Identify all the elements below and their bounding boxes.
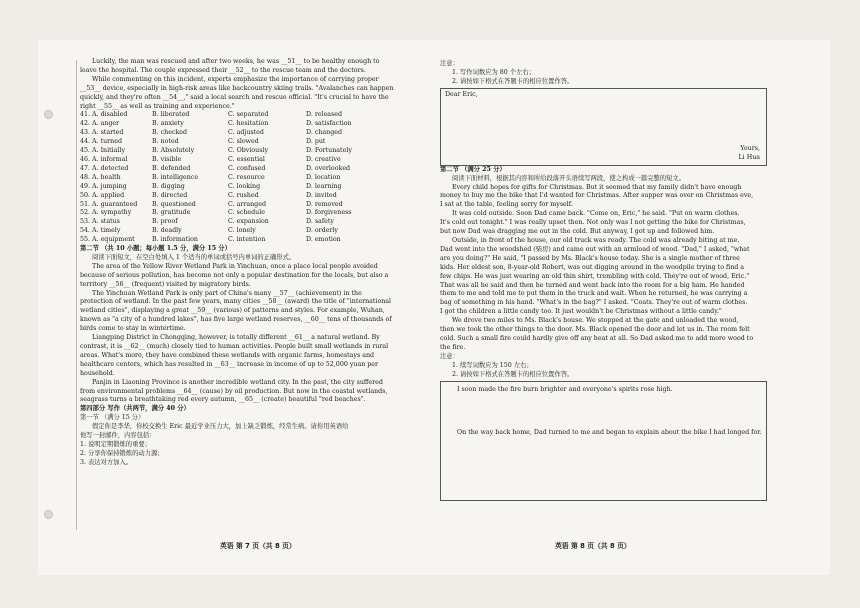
text-line: few chips. He was just wearing an old thin shirt, trembling with cold. They're out of wood, Eric."	[440, 272, 750, 280]
text-line: quickly, and they're often __54__," said a local search and rescue official. "It's crucial to have the	[80, 93, 389, 101]
letter-greeting: Dear Eric,	[445, 90, 478, 98]
option-choice: 42. A. anger	[80, 120, 120, 128]
text-line: areas. What's more, they have combined these wetlands with organic farms, homestays and	[80, 351, 375, 359]
page-7-footer: 英语 第 7 页（共 8 页）	[220, 542, 296, 550]
option-choice: B. visible	[152, 155, 182, 163]
option-choice: C. separated	[228, 111, 269, 119]
section-2-title: 第二节 （共 10 小题；每小题 1.5 分，满分 15 分）	[80, 245, 231, 253]
text-line: them to me and told me to put them in the truck and wait. When he returned, he was carrying a	[440, 290, 748, 298]
text-line: That was all he said and then he turned and went back into the room for a big ham. He handed	[440, 281, 745, 289]
text-line: known as "a city of a hundred lakes", has five large wetland reserves, __60__ tens of thousands of	[80, 316, 392, 324]
text-line: bag of something in his hand. "What's in the bag?" I asked. "Coats. They're out of warm clothes.	[440, 299, 748, 307]
text-line: It's cold out tonight." I was really upset then. Not only was I not getting the bike for Christmas,	[440, 219, 746, 227]
option-choice: B. liberated	[152, 111, 190, 119]
text-line: We drove two miles to Ms. Black's house. We stopped at the gate and unloaded the wood,	[452, 317, 739, 325]
text-line: Dad went into the woodshed (柴房) and came out with an armload of wood. "Dad," I asked, "what	[440, 245, 750, 253]
option-row	[80, 156, 436, 165]
option-choice: C. rushed	[228, 191, 259, 199]
option-choice: C. hesitation	[228, 120, 269, 128]
option-row	[80, 111, 436, 120]
option-choice: 54. A. timely	[80, 227, 121, 235]
option-row	[80, 218, 436, 227]
cloze-options	[80, 111, 436, 245]
fold-line-left	[76, 60, 77, 530]
option-choice: 41. A. disabled	[80, 111, 128, 119]
text-line: are you doing?" He said, "I passed by Ms. Black's house today. She is a single mother of three	[440, 254, 740, 262]
text-line: from environmental problems __64__ (cause) by oil production. But now in the coastal wetlands,	[80, 387, 388, 395]
option-choice: C. essential	[228, 155, 265, 163]
option-row	[80, 165, 436, 174]
option-choice: C. intention	[228, 236, 266, 244]
text-line: While commenting on this incident, experts emphasize the importance of carrying proper	[92, 75, 379, 83]
text-line: protection of wetland. In the past few years, many cities __58__ (award) the title of "international	[80, 298, 392, 306]
binding-hole-top	[44, 110, 53, 119]
option-choice: 50. A. applied	[80, 191, 125, 199]
option-choice: B. intelligence	[152, 173, 199, 181]
text-line: contrast, it is __62__ (much) closely tied to human activities. People built small wetlands in rural	[80, 343, 389, 350]
text-line: Panjin in Liaoning Province is another incredible wetland city. In the past, the city suffered	[92, 378, 383, 386]
option-row	[80, 174, 436, 183]
note-line: 2. 请按如下格式在答题卡的相应位置作答。	[452, 370, 574, 378]
text-line: Liangping District in Chongqing, however, is totally different __61__ a natural wetland. By	[92, 334, 380, 342]
task-line: 假定你是李华，你校交换生 Eric 最近学业压力大，加上缺乏锻炼，经常生病。请你用英语给	[92, 423, 349, 431]
text-line: birds come to stay in wintertime.	[80, 325, 186, 333]
notes-title: 注意：	[440, 352, 459, 360]
part-4-title: 第四部分 写作（共两节，满分 40 分）	[80, 405, 190, 413]
option-choice: C. looking	[228, 182, 261, 190]
text-line: kids. Her eldest son, 8-year-old Robert, was out digging around in the woodpile trying to find a	[440, 263, 745, 271]
option-choice: C. confused	[228, 164, 266, 172]
option-choice: 47. A. detected	[80, 164, 129, 172]
part-4-section-1: 第一节 （满分 15 分）	[80, 414, 145, 422]
option-choice: D. learning	[306, 182, 342, 190]
note-line: 1. 写作词数应为 80 个左右；	[452, 68, 535, 76]
option-choice: 44. A. turned	[80, 138, 122, 146]
option-choice: D. satisfaction	[306, 120, 352, 128]
option-choice: 53. A. status	[80, 218, 120, 226]
task-line: 1. 说明定期锻炼的重要；	[80, 440, 151, 448]
option-row	[80, 227, 436, 236]
option-choice: D. emotion	[306, 236, 341, 244]
option-choice: D. safety	[306, 218, 334, 226]
letter-answer-box[interactable]	[440, 88, 767, 166]
page-7	[80, 58, 436, 468]
option-choice: 49. A. jumping	[80, 182, 127, 190]
option-choice: B. questioned	[152, 200, 196, 208]
option-choice: C. slowed	[228, 138, 259, 146]
option-row	[80, 236, 436, 245]
text-line: Every child hopes for gifts for Christmas. But it seemed that my family didn't have enough	[452, 183, 742, 191]
option-choice: 55. A. equipment	[80, 236, 135, 244]
text-line: healthcare centers, which has resulted in __63__ increase in income of up to 52,000 yuan per	[80, 360, 379, 368]
text-line: but now Dad was dragging me out in the cold. But anyway, I got up and followed him.	[440, 228, 715, 236]
option-choice: B. gratitude	[152, 209, 191, 217]
option-choice: B. checked	[152, 129, 188, 137]
writing-task	[80, 423, 436, 468]
option-choice: B. proof	[152, 218, 178, 226]
page-8-footer: 英语 第 8 页（共 8 页）	[555, 542, 631, 550]
option-choice: C. expansion	[228, 218, 269, 226]
text-line: I sat at the table, feeling sorry for myself.	[440, 201, 573, 209]
paragraph-1-opening: I soon made the fire burn brighter and everyone's spirits rose high.	[457, 386, 673, 394]
continuation-section-title: 第二节 （满分 25 分）	[440, 165, 506, 173]
text-line: Outside, in front of the house, our old truck was ready. The cold was already biting at me.	[452, 236, 740, 244]
text-line: right __55__ as well as training and experience."	[80, 102, 235, 110]
option-choice: D. Fortunately	[306, 147, 352, 155]
option-choice: D. location	[306, 173, 341, 181]
text-line: I got the children a little candy too. It just wouldn't be Christmas without a little candy."	[440, 308, 722, 316]
option-row	[80, 192, 436, 201]
page-8	[440, 60, 767, 501]
option-row	[80, 183, 436, 192]
text-line: It was cold outside. Soon Dad came back. "Come on, Eric," he said. "Put on warm clothes.	[452, 210, 740, 218]
option-choice: D. orderly	[306, 227, 338, 235]
option-choice: B. anxiety	[152, 120, 184, 128]
option-choice: 48. A. health	[80, 173, 121, 181]
text-line: because of serious pollution, has become not only a popular destination for the locals, but also a	[80, 271, 389, 279]
option-choice: C. schedule	[228, 209, 265, 217]
option-row	[80, 138, 436, 147]
notes-title: 注意：	[440, 60, 459, 67]
option-choice: C. lonely	[228, 227, 256, 235]
option-choice: B. digging	[152, 182, 185, 190]
task-line: 他写一封邮件，内容包括：	[80, 432, 156, 440]
option-choice: C. adjusted	[228, 129, 264, 137]
option-choice: B. Absolutely	[152, 147, 195, 155]
cloze-ending	[80, 58, 436, 111]
option-choice: C. Obviously	[228, 147, 269, 155]
section-2-instructions: 阅读下面短文，在空白处填入 1 个适当的单词或括号内单词的正确形式。	[92, 253, 296, 261]
option-choice: 45. A. Initially	[80, 147, 126, 155]
option-choice: B. defended	[152, 164, 191, 172]
grammar-passage	[80, 263, 436, 406]
text-line: cold. Such a small fire could hardly give off any heat at all. So Dad asked me to add more wood to	[440, 334, 754, 342]
option-choice: C. resource	[228, 173, 265, 181]
text-line: household.	[80, 369, 115, 377]
option-choice: B. information	[152, 236, 198, 244]
text-line: leave the hospital. The couple expressed their __52__ to the rescue team and the doctors.	[80, 66, 366, 74]
option-choice: D. overlooked	[306, 164, 351, 172]
text-line: seagrass turns a breathtaking red every autumn, __65__ (create) beautiful "red beaches".	[80, 396, 366, 404]
note-line: 2. 请按如下格式在答题卡的相应位置作答。	[452, 77, 574, 85]
option-choice: D. invited	[306, 191, 337, 199]
option-row	[80, 129, 436, 138]
option-choice: D. changed	[306, 129, 343, 137]
signer-name: Li Hua	[738, 153, 760, 161]
option-choice: 51. A. guaranteed	[80, 200, 138, 208]
option-row	[80, 209, 436, 218]
text-line: then we took the other things to the door. Ms. Black opened the door and let us in. The room felt	[440, 326, 750, 334]
option-row	[80, 147, 436, 156]
paragraph-2-opening: On the way back home, Dad turned to me and began to explain about the bike I had longed for.	[457, 429, 762, 437]
continuation-instructions: 阅读下面材料，根据其内容和所给段落开头语续写两段，使之构成一篇完整的短文。	[452, 174, 685, 182]
task-line: 2. 分享你保持锻炼的动力源；	[80, 449, 164, 457]
binding-hole-bottom	[44, 510, 53, 519]
option-choice: 46. A. informal	[80, 155, 128, 163]
option-choice: C. arranged	[228, 200, 266, 208]
text-line: The area of the Yellow River Wetland Park in Yinchuan, once a place local people avoided	[92, 262, 378, 270]
option-choice: B. deadly	[152, 227, 182, 235]
option-choice: 52. A. sympathy	[80, 209, 132, 217]
text-line: Luckily, the man was rescued and after two weeks, he was __51__ to be healthy enough to	[92, 58, 380, 65]
option-choice: 43. A. started	[80, 129, 124, 137]
text-line: The Yinchuan Wetland Park is only part of China's many __57__ (achievement) in the	[92, 289, 362, 297]
text-line: money to buy me the bike that I'd wanted for Christmas. After supper was over on Christmas eve,	[440, 192, 754, 200]
text-line: territory __56__ (frequent) visited by migratory birds.	[80, 280, 251, 288]
option-choice: B. directed	[152, 191, 188, 199]
option-choice: D. put	[306, 138, 326, 146]
option-choice: B. noted	[152, 138, 179, 146]
option-choice: D. removed	[306, 200, 343, 208]
text-line: the fire.	[440, 343, 466, 351]
option-row	[80, 120, 436, 129]
letter-signature	[739, 145, 761, 163]
continuation-answer-box[interactable]	[440, 381, 767, 501]
story-passage	[440, 184, 767, 353]
note-line: 1. 续写词数应为 150 左右；	[452, 361, 533, 369]
option-choice: D. released	[306, 111, 343, 119]
text-line: wetland cities", displaying a great __59__ (various) of patterns and styles. For example, Wuhan,	[80, 307, 385, 315]
option-row	[80, 201, 436, 210]
option-choice: D. forgiveness	[306, 209, 352, 217]
text-line: __53__ device, especially in high-risk areas like backcountry skiing trails. "Avalanches can happen	[80, 84, 394, 92]
closing: Yours,	[740, 144, 760, 152]
option-choice: D. creative	[306, 155, 341, 163]
task-line: 3. 表达对方加入。	[80, 458, 133, 466]
